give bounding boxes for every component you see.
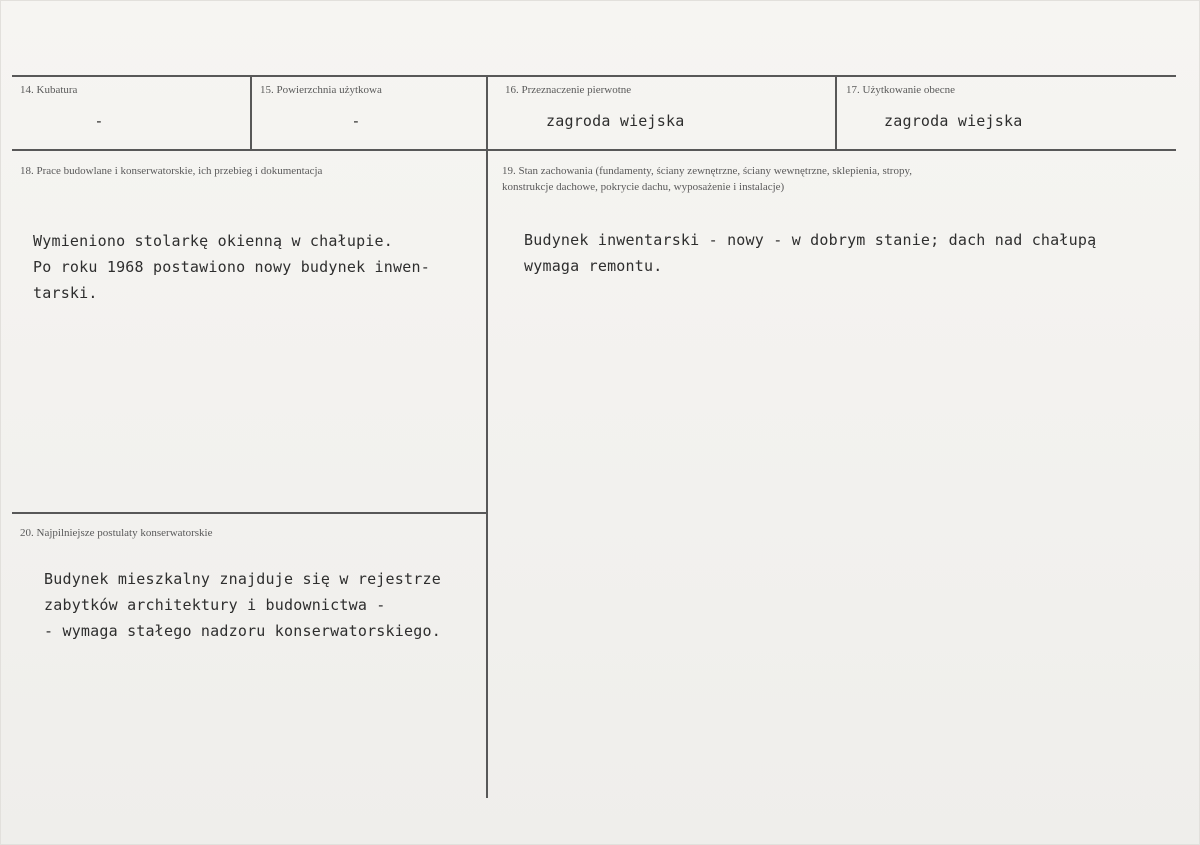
field-19-line-2: wymaga remontu. <box>524 257 663 275</box>
field-15-label: 15. Powierzchnia użytkowa <box>260 84 382 96</box>
field-17-value: zagroda wiejska <box>884 112 1023 130</box>
field-18-label: 18. Prace budowlane i konserwatorskie, ich przebieg i dokumentacja <box>20 165 323 177</box>
divider-16-17 <box>835 76 837 151</box>
field-20-line-1: Budynek mieszkalny znajduje się w rejestrze <box>44 570 441 588</box>
top-rule <box>12 75 1176 77</box>
field-19-label-line-1: 19. Stan zachowania (fundamenty, ściany zewnętrzne, ściany wewnętrzne, sklepienia, stropy, <box>502 165 913 177</box>
field-16-value: zagroda wiejska <box>546 112 685 130</box>
field-16-label: 16. Przeznaczenie pierwotne <box>505 84 632 96</box>
field-14-value: - <box>94 112 104 130</box>
field-19-label-line-2: konstrukcje dachowe, pokrycie dachu, wyposażenie i instalacje) <box>502 181 785 193</box>
field-18-line-1: Wymieniono stolarkę okienną w chałupie. <box>33 232 393 250</box>
field-15-value: - <box>351 112 361 130</box>
field-20-label: 20. Najpilniejsze postulaty konserwatorskie <box>20 527 213 539</box>
field-17-label: 17. Użytkowanie obecne <box>846 84 956 96</box>
field-18-line-3: tarski. <box>33 284 98 302</box>
field-18-line-2: Po roku 1968 postawiono nowy budynek inwen- <box>33 258 430 276</box>
section20-top-rule <box>12 512 486 514</box>
field-20-line-2: zabytków architektury i budownictwa - <box>44 596 386 614</box>
field-14-label: 14. Kubatura <box>20 84 78 96</box>
row1-bottom-rule <box>12 149 1176 151</box>
field-19-line-1: Budynek inwentarski - nowy - w dobrym stanie; dach nad chałupą <box>524 231 1097 249</box>
divider-15-16 <box>486 76 488 798</box>
field-20-line-3: - wymaga stałego nadzoru konserwatorskiego. <box>44 622 441 640</box>
